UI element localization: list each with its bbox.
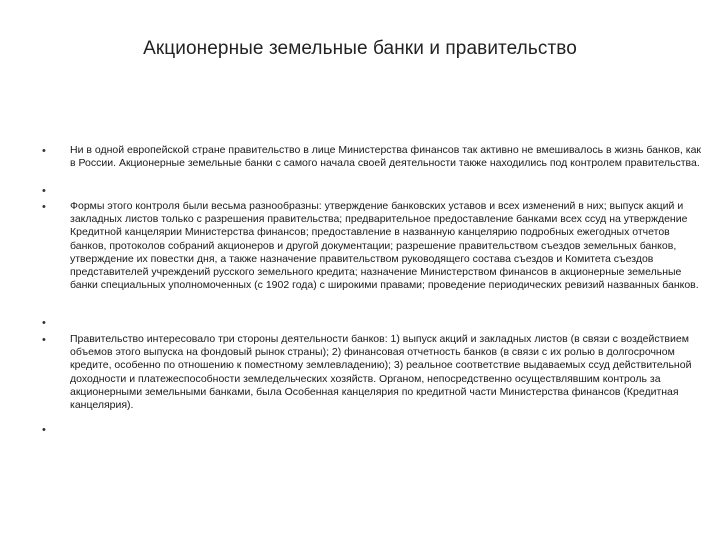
bullet-marker: • xyxy=(42,201,46,213)
paragraph-government-intervention: Ни в одной европейской стране правительство в лице Министерства финансов так активно не вмешивалось в жизнь банков, как в России. Акционерные земельные банки с самого начала своей деятельности также находились под контролем правительства. xyxy=(70,144,702,170)
bullet-marker: • xyxy=(42,145,46,157)
paragraph-control-forms: Формы этого контроля были весьма разнообразны: утверждение банковских уставов и всех изменений в них; выпуск акций и закладных листов только с разрешения правительства; предварительное предоставление банками всех ссуд на утверждение Кредитной канцелярии Министерства финансов; предоставление в названную канцелярию подробных ежегодных отчетов банков, протоколов собраний акционеров и другой документации; разрешение правительством съездов земельных банков, утверждение их повестки дня, а также назначение правительством руководящего состава съездов и Комитета съездов представителей учреждений русского земельного кредита; назначение Министерством финансов в акционерные земельные банки специальных уполномоченных (с 1902 года) с широкими правами; проведение периодических ревизий названных банков. xyxy=(70,200,699,292)
bullet-marker: • xyxy=(42,185,46,197)
bullet-marker: • xyxy=(42,317,46,329)
slide-title: Акционерные земельные банки и правительство xyxy=(143,38,577,59)
bullet-marker: • xyxy=(42,334,46,346)
paragraph-government-interests: Правительство интересовало три стороны деятельности банков: 1) выпуск акций и закладных листов (в связи с воздействием объемов этого выпуска на фондовый рынок страны); 2) финансовая отчетность банков (в связи с их ролью в долгосрочном кредите, особенно по отношению к поместному землевладению); 3) реальное соответствие выдаваемых ссуд действительной доходности и платежеспособности земледельческих хозяйств. Органом, непосредственно осуществлявшим контроль за акционерными земельными банками, была Особенная канцелярия по кредитной части Министерства финансов (Кредитная канцелярия). xyxy=(70,333,692,412)
bullet-marker: • xyxy=(42,424,46,436)
